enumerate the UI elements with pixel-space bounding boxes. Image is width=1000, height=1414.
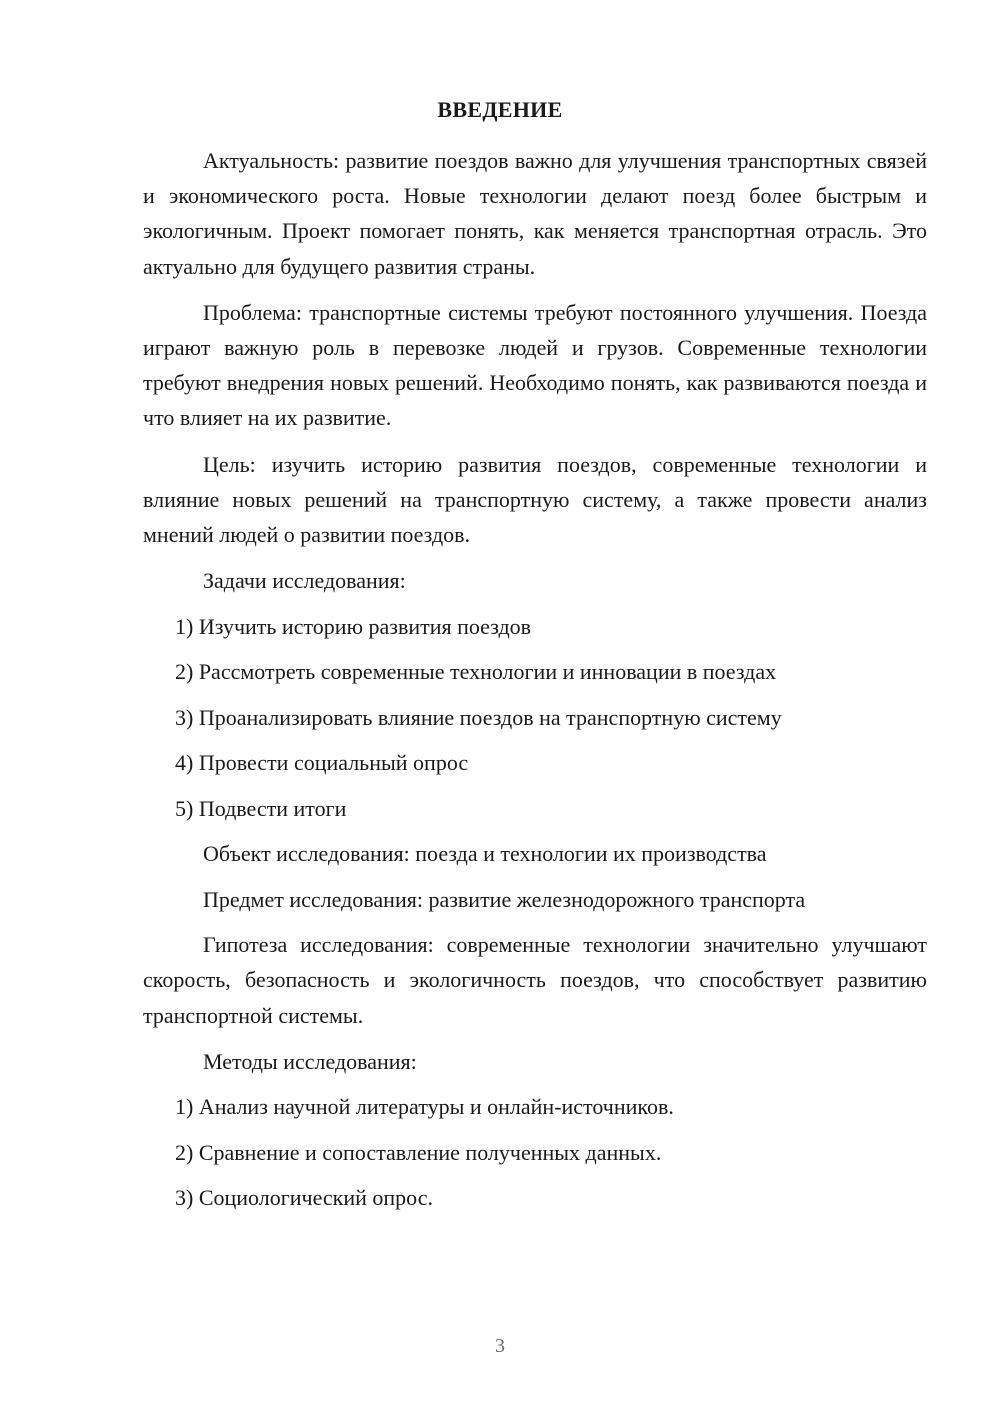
body-text — [143, 143, 927, 1226]
method-item: 1) Анализ научной литературы и онлайн-источников. — [175, 1094, 674, 1120]
task-item: 4) Провести социальный опрос — [175, 750, 469, 776]
method-item: 3) Социологический опрос. — [175, 1185, 433, 1211]
relevance-paragraph: Актуальность: развитие поездов важно для улучшения транспортных связей и экономического роста. Новые технологии делают поезд более быстрым и экологичным. Проект помогает понять, как меняется транспортная отрасль. Это актуально для будущего развития страны. — [143, 148, 927, 279]
task-item: 1) Изучить историю развития поездов — [175, 613, 532, 639]
research-subject: Предмет исследования: развитие железнодорожного транспорта — [203, 886, 806, 912]
method-item: 2) Сравнение и сопоставление полученных данных. — [175, 1139, 662, 1165]
problem-paragraph: Проблема: транспортные системы требуют постоянного улучшения. Поезда играют важную роль в перевозке людей и грузов. Современные технологии требуют внедрения новых решений. Необходимо понять, как развиваются поезда и что влияет на их развитие. — [143, 299, 927, 431]
research-object: Объект исследования: поезда и технологии их производства — [203, 841, 767, 867]
task-item: 5) Подвести итоги — [175, 795, 347, 821]
section-heading: ВВЕДЕНИЕ — [437, 97, 563, 122]
hypothesis-paragraph: Гипотеза исследования: современные технологии значительно улучшают скорость, безопасность и экологичность поездов, что способствует развитию транспортной системы. — [143, 932, 927, 1028]
tasks-label: Задачи исследования: — [203, 568, 406, 594]
goal-paragraph: Цель: изучить историю развития поездов, современные технологии и влияние новых решений на транспортную систему, а также провести анализ мнений людей о развитии поездов. — [143, 451, 927, 548]
page-number: 3 — [495, 1335, 505, 1357]
task-item: 2) Рассмотреть современные технологии и инновации в поездах — [175, 659, 777, 685]
task-item: 3) Проанализировать влияние поездов на транспортную систему — [175, 704, 782, 730]
methods-label: Методы исследования: — [203, 1048, 417, 1074]
